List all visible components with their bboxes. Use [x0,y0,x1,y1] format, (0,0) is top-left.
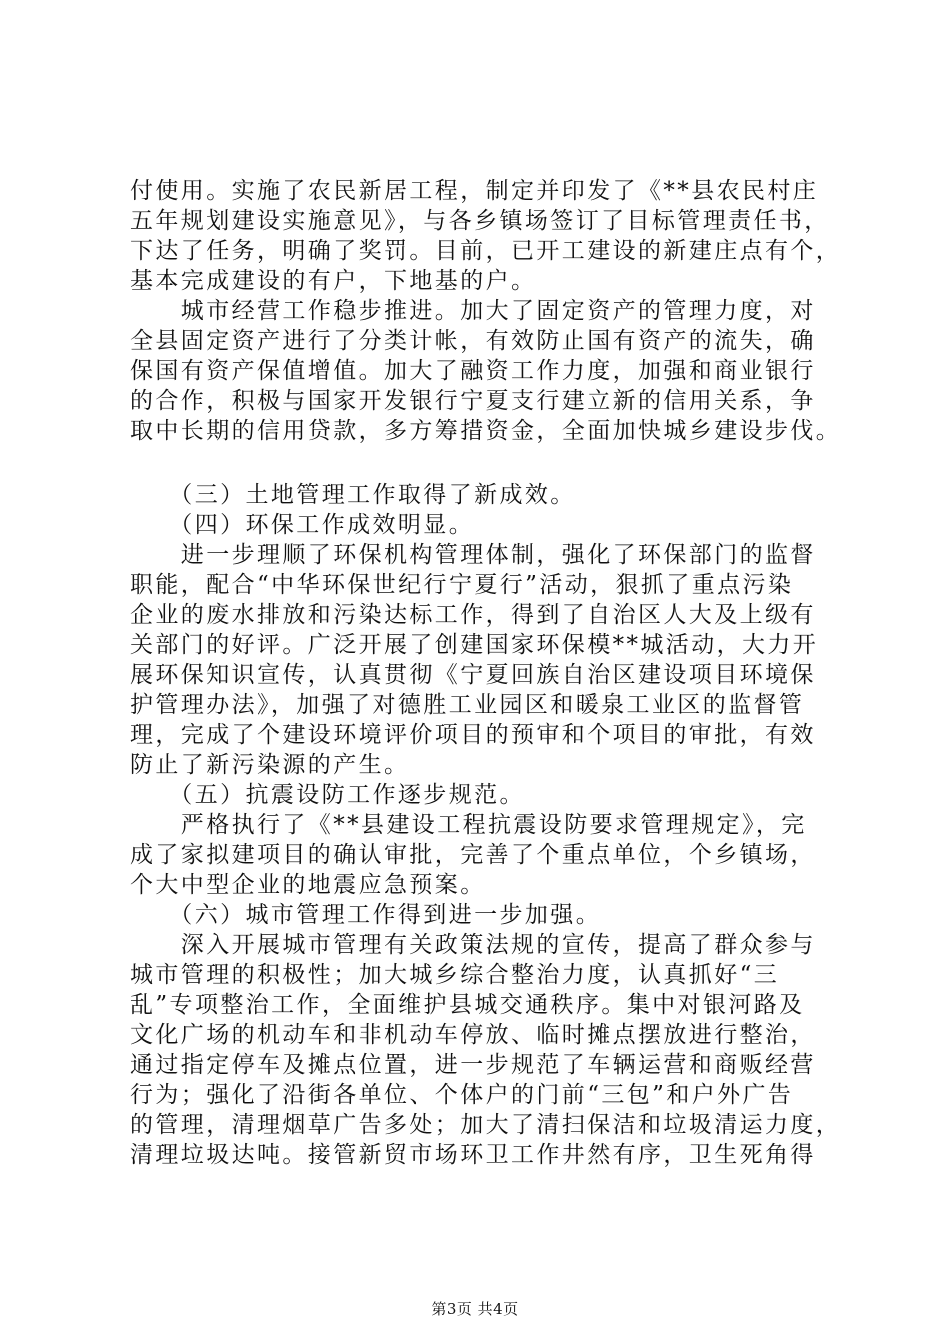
body-text-line: 深入开展城市管理有关政策法规的宣传，提高了群众参与 [130,932,816,958]
body-text-line: 五年规划建设实施意见》，与各乡镇场签订了目标管理责任书， [130,208,830,234]
body-text-line: 理，完成了个建设环境评价项目的预审和个项目的审批，有效 [130,722,816,748]
body-text-line: 基本完成建设的有户，下地基的户。 [130,268,537,294]
section-heading: （五）抗震设防工作逐步规范。 [130,782,525,808]
body-text-line: 个大中型企业的地震应急预案。 [130,872,486,898]
body-text-line: 企业的废水排放和污染达标工作，得到了自治区人大及上级有 [130,602,816,628]
body-text-line: 文化广场的机动车和非机动车停放、临时摊点摆放进行整治， [130,1022,816,1048]
page-number-footer: 第3页 共4页 [431,1300,519,1318]
body-text-line: 付使用。实施了农民新居工程，制定并印发了《**县农民村庄 [130,178,819,204]
section-heading: （三）土地管理工作取得了新成效。 [130,482,576,508]
body-text-line: 防止了新污染源的产生。 [130,752,410,778]
body-text-line: 成了家拟建项目的确认审批，完善了个重点单位，个乡镇场， [130,842,816,868]
body-text-line: 全县固定资产进行了分类计帐，有效防止国有资产的流失，确 [130,328,816,354]
body-text-line: 下达了任务，明确了奖罚。目前，已开工建设的新建庄点有个， [130,238,842,264]
body-text-line: 城市管理的积极性；加大城乡综合整治力度，认真抓好“三 [130,962,780,988]
body-text-line: 清理垃圾达吨。接管新贸市场环卫工作井然有序，卫生死角得 [130,1142,816,1168]
body-text-line: 严格执行了《**县建设工程抗震设防要求管理规定》，完 [130,812,807,838]
body-text-line: 保国有资产保值增值。加大了融资工作力度，加强和商业银行 [130,358,816,384]
body-text-line: 展环保知识宣传，认真贯彻《宁夏回族自治区建设项目环境保 [130,662,816,688]
body-text-line: 关部门的好评。广泛开展了创建国家环保模**城活动，大力开 [130,632,819,658]
body-text-line: 的管理，清理烟草广告多处；加大了清扫保洁和垃圾清运力度， [130,1112,842,1138]
body-text-line: 通过指定停车及摊点位置，进一步规范了车辆运营和商贩经营 [130,1052,816,1078]
body-text-line: 的合作，积极与国家开发银行宁夏支行建立新的信用关系，争 [130,388,816,414]
section-heading: （六）城市管理工作得到进一步加强。 [130,902,602,928]
body-text-line: 城市经营工作稳步推进。加大了固定资产的管理力度，对 [130,298,816,324]
body-text-line: 行为；强化了沿街各单位、个体户的门前“三包”和户外广告 [130,1082,794,1108]
body-text-line: 进一步理顺了环保机构管理体制，强化了环保部门的监督 [130,542,816,568]
body-text-line: 职能，配合“中华环保世纪行宁夏行”活动，狠抓了重点污染 [130,572,794,598]
section-heading: （四）环保工作成效明显。 [130,512,475,538]
body-text-line: 乱”专项整治工作，全面维护县城交通秩序。集中对银河路及 [130,992,805,1018]
body-text-line: 取中长期的信用贷款，多方筹措资金，全面加快城乡建设步伐。 [130,418,842,444]
body-text-line: 护管理办法》，加强了对德胜工业园区和暖泉工业区的监督管 [130,692,805,718]
